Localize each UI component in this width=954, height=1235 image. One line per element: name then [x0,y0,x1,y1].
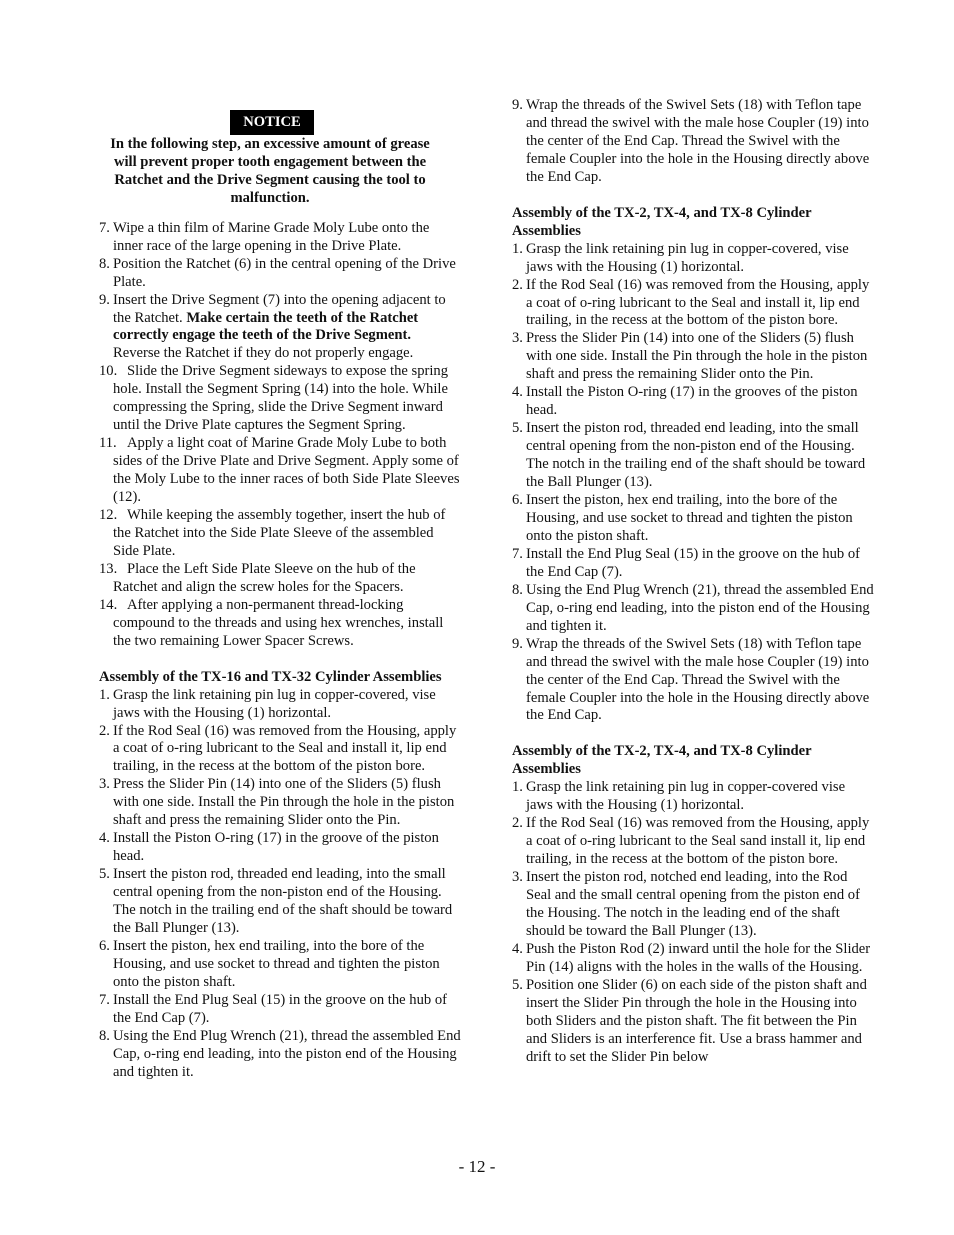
list-item: 12. While keeping the assembly together, insert the hub of the Ratchet into the Side Plate Sleeve of the assembled Side Plate. [99,507,446,559]
list-item: 4. Install the Piston O-ring (17) in the groove of the piston head. [99,830,439,865]
list-item: 8. Position the Ratchet (6) in the central opening of the Drive Plate. [99,255,456,290]
list-item: 9. Wrap the threads of the Swivel Sets (18) with Teflon tape and thread the swivel with the male hose Coupler (19) into the center of the End Cap. Thread the Swivel with the female Coupler into the hole in the Housing directly above the End Cap. [512,635,870,724]
list-item: 7. Wipe a thin film of Marine Grade Moly Lube onto the inner race of the large opening in the Drive Plate. [99,219,430,254]
list-item: 5. Position one Slider (6) on each side of the piston shaft and insert the Slider Pin through the hole in the Housing into both Sliders and the piston shaft. The fit between the Pin and Sliders is an interference fit. Use a brass hammer and drift to set the Slider Pin below [512,976,867,1065]
bold-warning: Make certain the teeth of the Ratchet correctly engage the teeth of the Drive Segment. [113,309,419,344]
list-item: 2. If the Rod Seal (16) was removed from the Housing, apply a coat of o-ring lubricant to the Seal and install it, lip end trailing, in the recess at the bottom of the piston bore. [512,276,870,329]
list-item: 1. Grasp the link retaining pin lug in copper-covered, vise jaws with the Housing (1) horizontal. [512,240,849,275]
tx2-second-step-list [512,779,874,1066]
list-item: 5. Insert the piston rod, threaded end leading, into the small central opening from the non-piston end of the Housing. The notch in the trailing end of the shaft should be toward the Ball Plunger (13). [99,866,453,936]
list-item: 3. Press the Slider Pin (14) into one of the Sliders (5) flush with one side. Install the Pin through the hole in the piston shaft and press the remaining Slider onto the Pin. [99,776,455,829]
list-item: 3. Insert the piston rod, notched end leading, into the Rod Seal and the small central opening from the piston end of the Housing. The notch in the leading end of the shaft should be toward the Ball Plunger (13). [512,869,860,939]
section-heading-tx2-second: Assembly of the TX-2, TX-4, and TX-8 Cylinder Assemblies [512,743,812,778]
notice-label: NOTICE [230,110,314,135]
list-item: 7. Install the End Plug Seal (15) in the groove on the hub of the End Cap (7). [512,545,860,580]
list-item: 1. Grasp the link retaining pin lug in copper-covered vise jaws with the Housing (1) horizontal. [512,779,846,814]
list-item: 8. Using the End Plug Wrench (21), thread the assembled End Cap, o-ring end leading, into the piston end of the Housing and tighten it. [99,1027,461,1080]
list-item: 4. Install the Piston O-ring (17) in the grooves of the piston head. [512,384,858,419]
list-item: 14. After applying a non-permanent thread-locking compound to the threads and using hex wrenches, install the two remaining Lower Spacer Screws. [99,596,444,649]
left-step-list [99,220,461,651]
list-item: 13. Place the Left Side Plate Sleeve on the hub of the Ratchet and align the screw holes for the Spacers. [99,560,416,595]
right-column [512,97,874,1067]
list-item: 1. Grasp the link retaining pin lug in copper-covered, vise jaws with the Housing (1) horizontal. [99,686,436,721]
list-item: 8. Using the End Plug Wrench (21), thread the assembled End Cap, o-ring end leading, into the piston end of the Housing and tighten it. [512,581,874,634]
notice-text: In the following step, an excessive amount of grease will prevent proper tooth engagement between the Ratchet and the Drive Segment causing the tool to malfunction. [110,135,430,206]
list-item: 11. Apply a light coat of Marine Grade Moly Lube to both sides of the Drive Plate and Drive Segment. Apply some of the Moly Lube to the inner races of both Side Plate Sleeves (12). [99,435,460,506]
list-item: 9. Wrap the threads of the Swivel Sets (18) with Teflon tape and thread the swivel with the male hose Coupler (19) into the center of the End Cap. Thread the Swivel with the female Coupler into the hole in the Housing directly above the End Cap. [512,97,870,185]
list-item: 5. Insert the piston rod, threaded end leading, into the small central opening from the non-piston end of the Housing. The notch in the trailing end of the shaft should be toward the Ball Plunger (13). [512,420,866,491]
list-item: 6. Insert the piston, hex end trailing, into the bore of the Housing, and use socket to thread and tighten the piston onto the piston shaft. [99,937,440,990]
left-column [99,96,461,1082]
right-top-step-list [512,97,874,187]
section-heading-tx2-first: Assembly of the TX-2, TX-4, and TX-8 Cylinder Assemblies [512,204,812,239]
notice-box [99,110,461,208]
list-item: 2. If the Rod Seal (16) was removed from the Housing, apply a coat of o-ring lubricant to the Seal and install it, lip end trailing, in the recess at the bottom of the piston bore. [99,722,457,775]
list-item: 9. Insert the Drive Segment (7) into the opening adjacent to the Ratchet. Make certain the teeth of the Ratchet correctly engage the teeth of the Drive Segment. Reverse the Ratchet if they do not properly engage. [99,291,446,362]
tx16-step-list [99,687,461,1082]
list-item: 3. Press the Slider Pin (14) into one of the Sliders (5) flush with one side. Install the Pin through the hole in the piston shaft and press the remaining Slider onto the Pin. [512,330,868,383]
list-item: 10. Slide the Drive Segment sideways to expose the spring hole. Install the Segment Spring (14) into the hole. While compressing the Spring, slide the Drive Segment inward until the Drive Plate captures the Segment Spring. [99,363,449,434]
list-item: 6. Insert the piston, hex end trailing, into the bore of the Housing, and use socket to thread and tighten the piston onto the piston shaft. [512,492,853,544]
list-item: 2. If the Rod Seal (16) was removed from the Housing, apply a coat of o-ring lubricant to the Seal sand install it, lip end trailing, in the recess at the bottom of the piston bore. [512,815,870,868]
list-item: 7. Install the End Plug Seal (15) in the groove on the hub of the End Cap (7). [99,991,447,1026]
list-item: 4. Push the Piston Rod (2) inward until the hole for the Slider Pin (14) aligns with the holes in the walls of the Housing. [512,940,871,975]
section-heading-tx16: Assembly of the TX-16 and TX-32 Cylinder Assemblies [99,668,442,685]
page-number: - 12 - [458,1157,496,1176]
tx2-first-step-list [512,241,874,726]
